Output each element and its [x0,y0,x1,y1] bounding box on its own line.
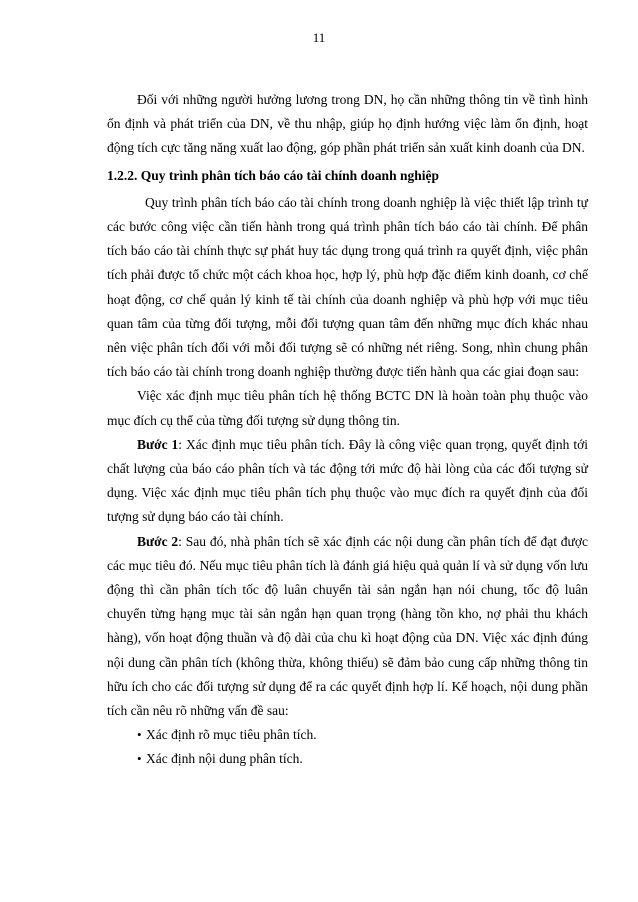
paragraph-step-1 [107,433,588,530]
bullet-item-text: Xác định nội dung phân tích. [146,751,303,767]
bullet-item [107,747,588,771]
paragraph-process-intro: Quy trình phân tích báo cáo tài chính trong doanh nghiệp là việc thiết lập trình tự các bước công việc cần tiến hành trong quá trình phân tích báo cáo tài chính. Để phân tích báo cáo tài chính thực sự phát huy tác dụng trong quá trình ra quyết định, việc phân tích phải được tổ chức một cách khoa học, hợp lý, phù hợp đặc điểm kinh doanh, cơ chế hoạt động, cơ chế quản lý kinh tế tài chính của doanh nghiệp và phù hợp với mục tiêu quan tâm của từng đối tượng, mỗi đối tượng quan tâm đến những mục đích khác nhau nên việc phân tích đối với mỗi đối tượng sẽ có những nét riêng. Song, nhìn chung phân tích báo cáo tài chính trong doanh nghiệp thường được tiến hành qua các giai đoạn sau: [107,194,588,380]
paragraph-step-2 [107,530,588,724]
step-1-label: Bước 1 [137,436,179,452]
paragraph-employees: Đối với những người hưởng lương trong DN, họ cần những thông tin về tình hình ổn định và phát triển của DN, về thu nhập, giúp họ định hướng việc làm ổn định, hoạt động tích cực tăng năng xuất lao động, góp phần phát triển sản xuất kinh doanh của DN. [107,92,588,156]
step-2-text: : Sau đó, nhà phân tích sẽ xác định các nội dung cần phân tích để đạt được các mục tiêu đó. Nếu mục tiêu phân tích là đánh giá hiệu quả quản lí và sử dụng vốn lưu động thì cần phân tích tốc độ luân chuyển tài sản ngắn hạn nói chung, tốc độ luân chuyển từng hạng mục tài sản ngắn hạn quan trọng (hàng tồn kho, nợ phải thu khách hàng), vốn hoạt động thuần và độ dài của chu kì hoạt động của DN. Việc xác định đúng nội dung cần phân tích (không thừa, không thiếu) sẽ đảm bảo cung cấp những thông tin hữu ích cho các đối tượng sử dụng để ra các quyết định hợp lí. Kế hoạch, nội dung phần tích cần nêu rõ những vấn đề sau: [107,533,588,719]
paragraph-objective-dependency: Việc xác định mục tiêu phân tích hệ thống BCTC DN là hoàn toàn phụ thuộc vào mục đích cụ thể của từng đối tượng sử dụng thông tin. [107,388,588,428]
section-heading: 1.2.2. Quy trình phân tích báo cáo tài chính doanh nghiệp [107,167,439,183]
page-body [107,88,588,772]
bullet-item-text: Xác định rõ mục tiêu phân tích. [146,727,317,743]
step-2-label: Bước 2 [137,533,179,549]
bullet-dot-icon: • [137,751,142,767]
step-1-text: : Xác định mục tiêu phân tích. Đây là công việc quan trọng, quyết định tới chất lượng của báo cáo phân tích và tác động tới mức độ hài lòng của các đối tượng sử dụng. Việc xác định mục tiêu phân tích phụ thuộc vào mục đích ra quyết định của đối tượng sử dụng báo cáo tài chính. [107,436,588,525]
page-number: 11 [312,30,326,45]
bullet-dot-icon: • [137,727,142,743]
bullet-item [107,723,588,747]
